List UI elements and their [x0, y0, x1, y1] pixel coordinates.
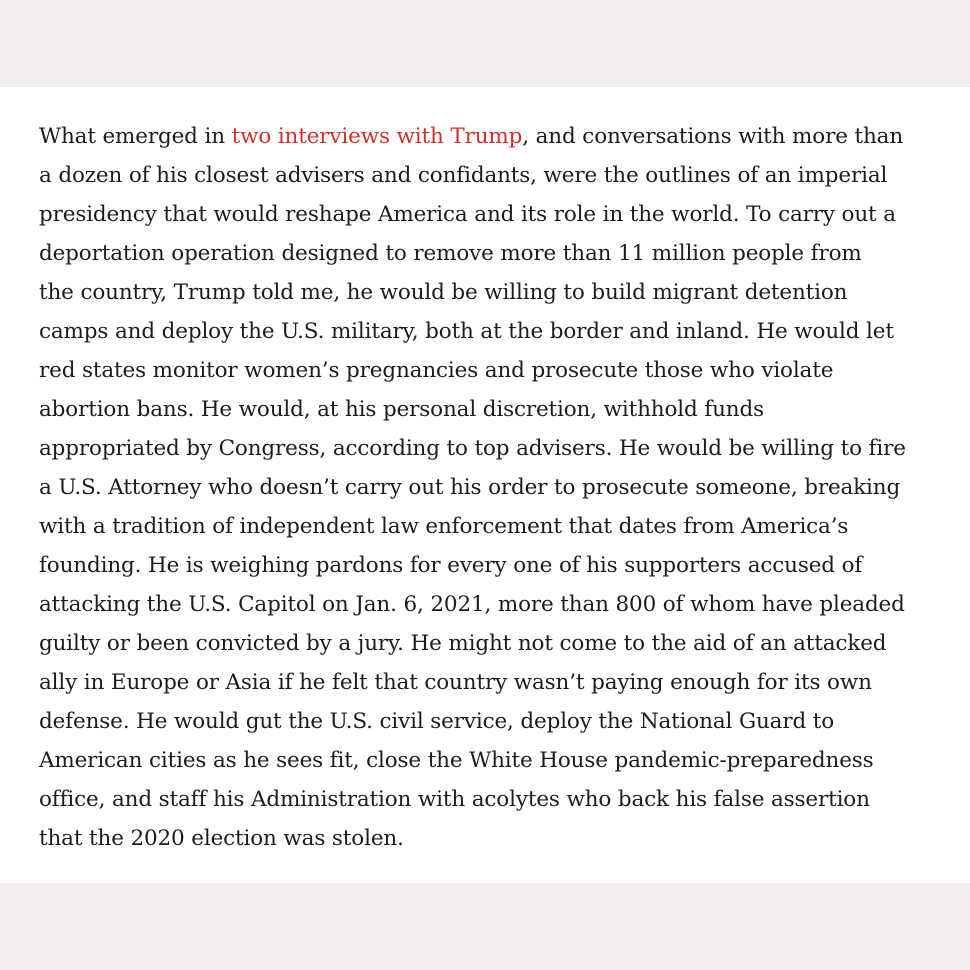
article-paragraph [39, 117, 950, 858]
lead-text: What emerged in [39, 124, 232, 149]
interviews-link[interactable]: two interviews with Trump [231, 124, 523, 149]
paragraph-line-18: office, and staff his Administration with acolytes who back his false assertion [39, 787, 870, 812]
paragraph-line-16: defense. He would gut the U.S. civil service, deploy the National Guard to [39, 709, 835, 734]
article-card [0, 87, 970, 883]
paragraph-line-6: camps and deploy the U.S. military, both at the border and inland. He would let [39, 319, 894, 344]
paragraph-line-8: abortion bans. He would, at his personal discretion, withhold funds [39, 397, 765, 422]
paragraph-line-2: a dozen of his closest advisers and confidants, were the outlines of an imperial [39, 163, 888, 188]
paragraph-line-5: the country, Trump told me, he would be willing to build migrant detention [39, 280, 848, 305]
paragraph-line-14: guilty or been convicted by a jury. He might not come to the aid of an attacked [39, 631, 887, 656]
paragraph-line-3: presidency that would reshape America and its role in the world. To carry out a [39, 202, 896, 227]
paragraph-line-15: ally in Europe or Asia if he felt that country wasn’t paying enough for its own [39, 670, 872, 695]
paragraph-line-12: founding. He is weighing pardons for every one of his supporters accused of [39, 553, 863, 578]
paragraph-line-1 [39, 117, 950, 156]
paragraph-line-4: deportation operation designed to remove more than 11 million people from [39, 241, 862, 266]
paragraph-line-17: American cities as he sees fit, close the White House pandemic-preparedness [39, 748, 874, 773]
paragraph-line-9: appropriated by Congress, according to top advisers. He would be willing to fire [39, 436, 906, 461]
paragraph-line-10: a U.S. Attorney who doesn’t carry out his order to prosecute someone, breaking [39, 475, 901, 500]
paragraph-line-13: attacking the U.S. Capitol on Jan. 6, 2021, more than 800 of whom have pleaded [39, 592, 905, 617]
top-margin-band [0, 0, 970, 87]
paragraph-line-19: that the 2020 election was stolen. [39, 826, 404, 851]
paragraph-line-7: red states monitor women’s pregnancies and prosecute those who violate [39, 358, 834, 383]
paragraph-line-11: with a tradition of independent law enforcement that dates from America’s [39, 514, 849, 539]
line-1-rest: , and conversations with more than [522, 124, 904, 149]
bottom-margin-band [0, 883, 970, 970]
